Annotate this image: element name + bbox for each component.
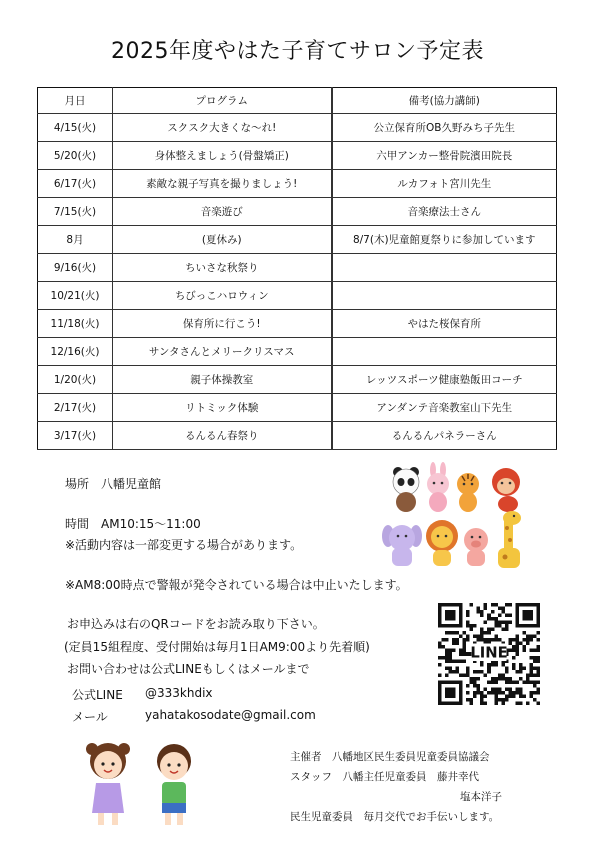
lion-icon	[426, 520, 458, 566]
tiger-icon	[457, 473, 479, 512]
page-title: 2025年度やはた子育てサロン予定表	[111, 39, 484, 64]
volunteer-line: 民生児童委員 毎月交代でお手伝いします。	[290, 811, 500, 823]
row-program: ちびっこハロウィン	[113, 282, 332, 310]
kids-illustration	[78, 733, 206, 829]
row-date: 10/21(火)	[38, 282, 113, 310]
row-program: リトミック体験	[113, 394, 332, 422]
change-note: ※活動内容は一部変更する場合があります。	[65, 538, 303, 552]
table-row	[38, 282, 557, 310]
header-program: プログラム	[113, 88, 332, 114]
row-date: 2/17(火)	[38, 394, 113, 422]
row-note	[332, 338, 557, 366]
table-row	[38, 310, 557, 338]
row-note	[332, 254, 557, 282]
row-note	[332, 282, 557, 310]
table-row	[38, 338, 557, 366]
header-date: 月日	[38, 88, 113, 114]
pig-icon	[464, 528, 488, 566]
rabbit-icon	[427, 462, 449, 512]
row-date: 1/20(火)	[38, 366, 113, 394]
table-header-row	[38, 88, 557, 114]
row-date: 9/16(火)	[38, 254, 113, 282]
row-program: ちいさな秋祭り	[113, 254, 332, 282]
row-note: レッツスポーツ健康塾飯田コーチ	[332, 366, 557, 394]
row-date: 11/18(火)	[38, 310, 113, 338]
row-program: サンタさんとメリークリスマス	[113, 338, 332, 366]
row-program: 保育所に行こう!	[113, 310, 332, 338]
staff-line: スタッフ 八幡主任児童委員 藤井幸代	[290, 771, 479, 783]
header-note: 備考(協力講師)	[332, 88, 557, 114]
row-program: 親子体操教室	[113, 366, 332, 394]
table-row	[38, 198, 557, 226]
row-note: 六甲アンカー整骨院濱田院長	[332, 142, 557, 170]
row-program: 身体整えましょう(骨盤矯正)	[113, 142, 332, 170]
qr-code-icon[interactable]	[437, 603, 541, 705]
row-program: 素敵な親子写真を撮りましょう!	[113, 170, 332, 198]
row-note: アンダンテ音楽教室山下先生	[332, 394, 557, 422]
line-label: 公式LINE	[72, 688, 123, 702]
row-program: るんるん春祭り	[113, 422, 332, 450]
animal-illustration	[382, 462, 532, 570]
table-row	[38, 226, 557, 254]
table-row	[38, 254, 557, 282]
table-row	[38, 366, 557, 394]
row-date: 5/20(火)	[38, 142, 113, 170]
schedule-table	[37, 87, 557, 450]
girl-icon	[86, 743, 130, 825]
capacity-text: (定員15組程度、受付開始は毎月1日AM9:00より先着順)	[64, 640, 370, 654]
contact-text: お問い合わせは公式LINEもしくはメールまで	[67, 662, 310, 676]
row-note: やはた桜保育所	[332, 310, 557, 338]
staff-line-2: 塩本洋子	[460, 791, 502, 803]
alert-note: ※AM8:00時点で警報が発令されている場合は中止いたします。	[65, 578, 408, 592]
row-program: (夏休み)	[113, 226, 332, 254]
panda-icon	[393, 467, 419, 512]
row-date: 6/17(火)	[38, 170, 113, 198]
row-date: 4/15(火)	[38, 114, 113, 142]
elephant-icon	[382, 525, 422, 566]
row-date: 7/15(火)	[38, 198, 113, 226]
apply-text: お申込みは右のQRコードをお読み取り下さい。	[67, 617, 325, 631]
table-row	[38, 114, 557, 142]
mail-label: メール	[72, 710, 108, 724]
qr-line-label: LINE	[470, 644, 508, 662]
organizer-line: 主催者 八幡地区民生委員児童委員協議会	[290, 751, 490, 763]
table-row	[38, 170, 557, 198]
mail-address[interactable]: yahatakosodate@gmail.com	[145, 708, 316, 722]
row-note: ルカフォト宮川先生	[332, 170, 557, 198]
boy-icon	[157, 744, 191, 825]
monkey-icon	[492, 468, 520, 512]
row-note: 8/7(木)児童館夏祭りに参加しています	[332, 226, 557, 254]
row-date: 8月	[38, 226, 113, 254]
table-row	[38, 394, 557, 422]
row-date: 3/17(火)	[38, 422, 113, 450]
row-program: スクスク大きくな〜れ!	[113, 114, 332, 142]
time-text: 時間 AM10:15〜11:00	[65, 517, 201, 531]
row-program: 音楽遊び	[113, 198, 332, 226]
row-note: 公立保育所OB久野みち子先生	[332, 114, 557, 142]
row-note: るんるんパネラーさん	[332, 422, 557, 450]
row-note: 音楽療法士さん	[332, 198, 557, 226]
row-date: 12/16(火)	[38, 338, 113, 366]
giraffe-icon	[498, 511, 521, 568]
table-row	[38, 142, 557, 170]
table-row	[38, 422, 557, 450]
place-text: 場所 八幡児童館	[65, 477, 162, 491]
line-id[interactable]: @333khdix	[145, 686, 213, 700]
